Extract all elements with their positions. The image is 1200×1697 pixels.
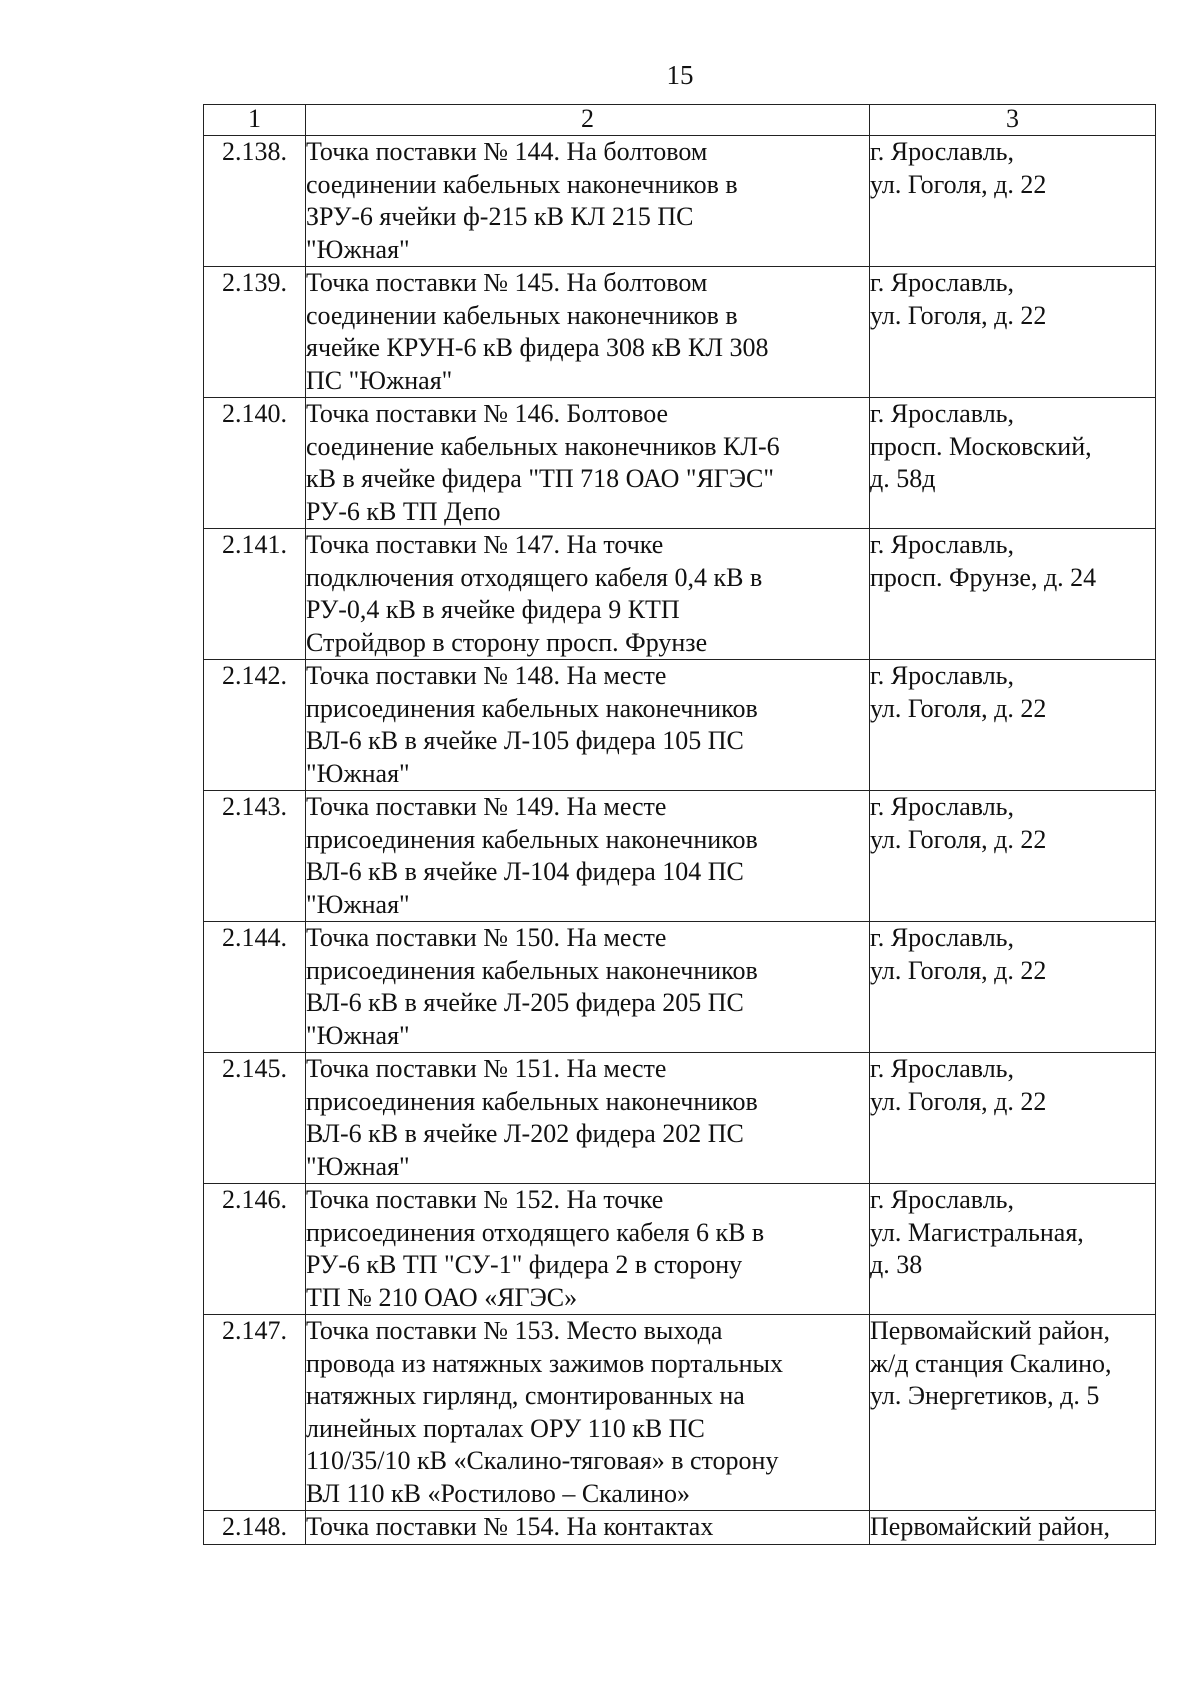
description-line: Точка поставки № 144. На болтовом [306,137,708,166]
description-line: Точка поставки № 146. Болтовое [306,399,669,428]
supply-point-address [870,1511,1156,1545]
description-line: "Южная" [306,758,410,788]
supply-point-description [306,922,870,1053]
row-number: 2.147. [204,1315,306,1511]
address-line: ул. Гоголя, д. 22 [870,955,1047,985]
table-row [204,1184,1156,1315]
row-number: 2.143. [204,791,306,922]
address-line: г. Ярославль, [870,530,1015,559]
table-row [204,660,1156,791]
description-line: соединении кабельных наконечников в [306,300,738,330]
description-line: провода из натяжных зажимов портальных [306,1348,783,1378]
row-number: 2.140. [204,398,306,529]
supply-point-address [870,1053,1156,1184]
description-line: ВЛ-6 кВ в ячейке Л-105 фидера 105 ПС [306,726,744,755]
description-line: Точка поставки № 153. Место выхода [306,1316,723,1345]
address-line: г. Ярославль, [870,1054,1015,1083]
address-line: г. Ярославль, [870,137,1015,166]
description-line: соединение кабельных наконечников КЛ-6 [306,431,780,461]
column-header-1: 1 [204,105,306,136]
supply-point-description [306,267,870,398]
table-row [204,136,1156,267]
supply-point-description [306,529,870,660]
supply-point-address [870,922,1156,1053]
supply-point-address [870,529,1156,660]
address-line: ул. Гоголя, д. 22 [870,1086,1047,1116]
table-row [204,529,1156,660]
supply-point-address [870,791,1156,922]
row-number: 2.146. [204,1184,306,1315]
description-line: подключения отходящего кабеля 0,4 кВ в [306,562,763,592]
supply-point-address [870,136,1156,267]
description-line: "Южная" [306,1020,410,1050]
description-line: присоединения отходящего кабеля 6 кВ в [306,1217,765,1247]
description-line: ВЛ-6 кВ в ячейке Л-205 фидера 205 ПС [306,988,744,1017]
supply-point-description [306,1315,870,1511]
table-row [204,1315,1156,1511]
address-line: ул. Магистральная, [870,1217,1084,1247]
table-row [204,398,1156,529]
description-line: ТП № 210 ОАО «ЯГЭС» [306,1282,578,1312]
supply-points-table [203,104,1156,1545]
description-line: Точка поставки № 148. На месте [306,661,667,690]
address-line: д. 58д [870,464,936,493]
supply-point-description [306,660,870,791]
row-number: 2.144. [204,922,306,1053]
description-line: Точка поставки № 147. На точке [306,530,664,559]
address-line: Первомайский район, [870,1512,1111,1541]
supply-point-description [306,791,870,922]
column-header-3: 3 [870,105,1156,136]
address-line: д. 38 [870,1250,923,1279]
table-row [204,1053,1156,1184]
row-number: 2.145. [204,1053,306,1184]
description-line: ПС "Южная" [306,365,453,395]
row-number: 2.142. [204,660,306,791]
description-line: РУ-0,4 кВ в ячейке фидера 9 КТП [306,595,680,624]
description-line: "Южная" [306,234,410,264]
supply-point-address [870,1184,1156,1315]
address-line: просп. Фрунзе, д. 24 [870,562,1097,592]
supply-point-address [870,1315,1156,1511]
description-line: Точка поставки № 150. На месте [306,923,667,952]
row-number: 2.148. [204,1511,306,1545]
supply-point-description [306,136,870,267]
address-line: г. Ярославль, [870,661,1015,690]
description-line: присоединения кабельных наконечников [306,1086,758,1116]
description-line: присоединения кабельных наконечников [306,824,758,854]
address-line: ул. Гоголя, д. 22 [870,300,1047,330]
description-line: РУ-6 кВ ТП Депо [306,496,501,526]
address-line: ул. Гоголя, д. 22 [870,824,1047,854]
description-line: Точка поставки № 152. На точке [306,1185,664,1214]
description-line: ячейке КРУН-6 кВ фидера 308 кВ КЛ 308 [306,333,769,362]
row-number: 2.138. [204,136,306,267]
supply-point-description [306,1511,870,1545]
row-number: 2.139. [204,267,306,398]
description-line: 110/35/10 кВ «Скалино-тяговая» в сторону [306,1446,779,1475]
description-line: "Южная" [306,1151,410,1181]
address-line: ж/д станция Скалино, [870,1348,1112,1378]
address-line: г. Ярославль, [870,1185,1015,1214]
column-header-2: 2 [306,105,870,136]
description-line: Точка поставки № 149. На месте [306,792,667,821]
supply-point-description [306,1053,870,1184]
description-line: Точка поставки № 145. На болтовом [306,268,708,297]
description-line: Точка поставки № 151. На месте [306,1054,667,1083]
supply-point-address [870,267,1156,398]
supply-point-description [306,398,870,529]
address-line: ул. Гоголя, д. 22 [870,693,1047,723]
address-line: г. Ярославль, [870,923,1015,952]
description-line: Точка поставки № 154. На контактах [306,1512,714,1541]
address-line: г. Ярославль, [870,792,1015,821]
description-line: Стройдвор в сторону просп. Фрунзе [306,627,708,657]
table-row [204,1511,1156,1545]
supply-point-address [870,398,1156,529]
description-line: РУ-6 кВ ТП "СУ-1" фидера 2 в сторону [306,1250,743,1279]
description-line: линейных порталах ОРУ 110 кВ ПС [306,1413,705,1443]
description-line: присоединения кабельных наконечников [306,955,758,985]
table-body [204,136,1156,1545]
table-row [204,922,1156,1053]
description-line: ВЛ-6 кВ в ячейке Л-104 фидера 104 ПС [306,857,744,886]
description-line: натяжных гирлянд, смонтированных на [306,1381,745,1410]
description-line: ЗРУ-6 ячейки ф-215 кВ КЛ 215 ПС [306,202,694,231]
address-line: ул. Гоголя, д. 22 [870,169,1047,199]
address-line: г. Ярославль, [870,399,1015,428]
table-row [204,267,1156,398]
address-line: просп. Московский, [870,431,1092,461]
description-line: соединении кабельных наконечников в [306,169,738,199]
address-line: ул. Энергетиков, д. 5 [870,1381,1100,1410]
description-line: "Южная" [306,889,410,919]
page-number: 15 [666,60,694,90]
table-header-row [204,105,1156,136]
address-line: г. Ярославль, [870,268,1015,297]
supply-point-address [870,660,1156,791]
description-line: ВЛ-6 кВ в ячейке Л-202 фидера 202 ПС [306,1119,744,1148]
description-line: кВ в ячейке фидера "ТП 718 ОАО "ЯГЭС" [306,464,774,493]
row-number: 2.141. [204,529,306,660]
address-line: Первомайский район, [870,1316,1111,1345]
description-line: присоединения кабельных наконечников [306,693,758,723]
supply-point-description [306,1184,870,1315]
description-line: ВЛ 110 кВ «Ростилово – Скалино» [306,1478,690,1508]
table-row [204,791,1156,922]
